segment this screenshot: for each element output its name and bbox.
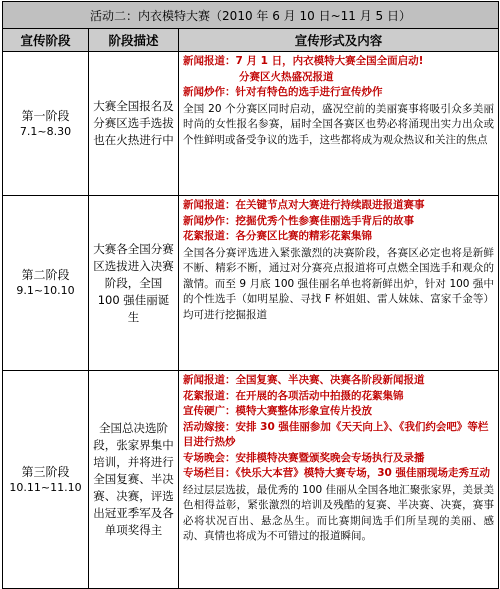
stage-cell: [3, 371, 89, 589]
stage-description: 全国总决选阶段，张家界集中培训，并将进行全国复赛、半决赛、决赛，评选出冠亚季军及各单项奖得主: [89, 371, 179, 589]
header-content: 宣传形式及内容: [179, 29, 499, 52]
content-cell: [179, 371, 499, 589]
stage-cell: [3, 196, 89, 371]
content-cell: [179, 196, 499, 371]
highlight-line: 活动嫁接：安排 30 强佳丽参加《天天向上》、《我们约会吧》等栏目进行热炒: [183, 420, 489, 448]
highlight-line: 花絮报道：各分赛区比赛的精彩花絮集锦: [183, 230, 372, 242]
stage-description: 大赛全国报名及分赛区选手选拔也在火热进行中: [89, 52, 179, 196]
header-description: 阶段描述: [89, 29, 179, 52]
highlight-line: 宣传硬广：模特大赛整体形象宣传片投放: [183, 405, 372, 417]
content-cell: [179, 52, 499, 196]
content-body: 全国 20 个分赛区同时启动，盛况空前的美丽赛事将吸引众多美丽时尚的女性报名参赛，届时全国各赛区也势必将涌现出实力出众或个性鲜明或备受争议的选手，这些都将成为观众热议和关注的焦点: [183, 102, 495, 146]
highlight-line: 专场栏目：《快乐大本营》模特大赛专场，30 强佳丽现场走秀互动: [183, 467, 491, 479]
stage-description: 大赛各全国分赛区选拔进入决赛阶段，全国 100 强佳丽诞生: [89, 196, 179, 371]
highlight-line: 新闻报道：在关键节点对大赛进行持续跟进报道赛事: [183, 199, 425, 211]
highlight-line: 新闻报道：全国复赛、半决赛、决赛各阶段新闻报道: [183, 374, 425, 386]
stage-cell: [3, 52, 89, 196]
content-body: 经过层层选拔，最优秀的 100 佳丽从全国各地汇聚张家界，美景美色相得益彰，紧张激烈的培训及残酷的复赛、半决赛、决赛，赛事必将状况百出、悬念丛生。而比赛期间选手们所呈现的美丽、感动、真情也将成为不可错过的报道瞬间。: [183, 483, 495, 542]
content-body: 全国各分赛评选进入紧张激烈的决赛阶段，各赛区必定也将是新鲜不断、精彩不断，通过对分赛亮点报道将可点燃全国选手和观众的激情。而至 9 月底 100 强佳丽名单也将新鲜出炉，针对 100 强中的个性选手（如明星脸、寻找 F 杯姐姐、雷人妹妹、富家千金等）均可进行挖掘报道: [183, 246, 495, 321]
highlight-line: 花絮报道：在开展的各项活动中拍摄的花絮集锦: [183, 389, 404, 402]
table-title-row: [3, 2, 499, 29]
stage-name: 第二阶段: [21, 268, 70, 282]
table-row: [3, 52, 499, 196]
stage-name: 第一阶段: [21, 108, 70, 123]
highlight-line: 分赛区火热盛况报道: [239, 70, 334, 83]
stage-dates: 10.11~11.10: [9, 480, 82, 494]
table-title: 活动二：内衣模特大赛（2010 年 6 月 10 日~11 月 5 日）: [3, 2, 499, 29]
table-header-row: [3, 29, 499, 52]
stage-dates: 7.1~8.30: [19, 124, 72, 138]
highlight-line: 新闻炒作：挖掘优秀个性参赛佳丽选手背后的故事: [183, 214, 414, 227]
highlight-line: 新闻报道：7 月 1 日，内衣模特大赛全国全面启动!: [183, 55, 424, 67]
campaign-table: [2, 1, 499, 589]
stage-name: 第三阶段: [21, 464, 70, 479]
header-stage: 宣传阶段: [3, 29, 89, 52]
highlight-line: 新闻炒作：针对有特色的选手进行宣传炒作: [183, 86, 383, 98]
highlight-line: 专场晚会：安排模特决赛暨颁奖晚会专场执行及录播: [183, 451, 425, 464]
table-row: [3, 196, 499, 371]
stage-dates: 9.1~10.10: [16, 284, 75, 297]
table-row: [3, 371, 499, 589]
